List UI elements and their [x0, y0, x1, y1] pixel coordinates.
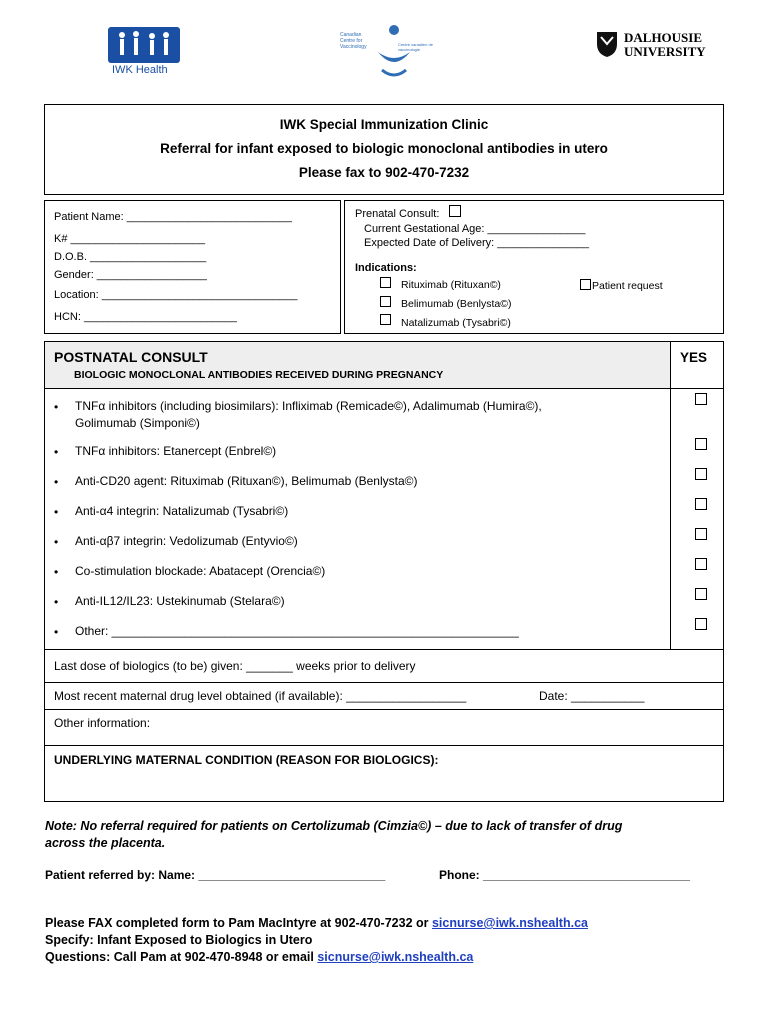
gender-field[interactable]: Gender: __________________ [54, 269, 207, 281]
cvc-logo [340, 22, 435, 82]
email-link-2[interactable]: sicnurse@iwk.nshealth.ca [317, 950, 474, 964]
etanercept-checkbox[interactable] [695, 438, 707, 450]
indications-label: Indications: [355, 262, 417, 274]
patient-request-label: Patient request [592, 280, 663, 292]
med-item-tnf: TNFα inhibitors (including biosimilars): Infliximab (Remicade©), Adalimumab (Humira©), [75, 399, 542, 413]
iwk-logo-mark [108, 27, 180, 63]
location-field[interactable]: Location: ________________________________ [54, 289, 298, 301]
questions-line [45, 950, 473, 964]
email-link-1[interactable]: sicnurse@iwk.nshealth.ca [431, 916, 588, 930]
dalhousie-logo [596, 30, 721, 62]
med-item-anti-ab7: Anti-αβ7 integrin: Vedolizumab (Entyvio©) [75, 534, 298, 548]
anti-cd20-checkbox[interactable] [695, 468, 707, 480]
costimulation-checkbox[interactable] [695, 558, 707, 570]
bullet: • [54, 595, 59, 609]
iwk-logo-text: IWK Health [112, 64, 168, 76]
yes-header-cell [670, 341, 724, 389]
fax-line: Please fax to 902-470-7232 [298, 165, 470, 180]
natalizumab-checkbox[interactable] [380, 314, 391, 325]
med-item-tnf-cont: Golimumab (Simponi©) [75, 416, 200, 430]
specify-line: Specify: Infant Exposed to Biologics in Utero [45, 933, 313, 947]
bullet: • [54, 505, 59, 519]
people-icon [108, 27, 180, 63]
anti-ab7-checkbox[interactable] [695, 528, 707, 540]
anti-a4-checkbox[interactable] [695, 498, 707, 510]
postnatal-title: POSTNATAL CONSULT [54, 349, 208, 365]
prenatal-consult-label: Prenatal Consult: [355, 208, 440, 220]
referred-by-phone-field[interactable]: Phone: _______________________________ [439, 868, 690, 882]
hcn-field[interactable]: HCN: _________________________ [54, 311, 237, 323]
bullet: • [54, 445, 59, 459]
k-number-field[interactable]: K# ______________________ [54, 233, 206, 245]
natalizumab-label: Natalizumab (Tysabri©) [401, 317, 511, 329]
belimumab-checkbox[interactable] [380, 296, 391, 307]
drug-level-date-field[interactable]: Date: ___________ [539, 689, 645, 703]
bullet: • [54, 565, 59, 579]
dalhousie-line2: UNIVERSITY [624, 44, 706, 59]
referred-by-name-field[interactable]: Patient referred by: Name: ____________________________ [45, 868, 386, 882]
iwk-logo [108, 27, 180, 77]
questions-text: Questions: Call Pam at 902-470-8948 or email [45, 950, 314, 964]
yes-column-cell [670, 388, 724, 650]
bullet: • [54, 475, 59, 489]
delivery-date-field[interactable]: Expected Date of Delivery: _______________ [364, 237, 590, 249]
med-item-etanercept: TNFα inhibitors: Etanercept (Enbrel©) [75, 444, 277, 458]
other-checkbox[interactable] [695, 618, 707, 630]
cvc-logo-subtext: Centre canadien de vaccinologie [398, 42, 433, 52]
page-subtitle: Referral for infant exposed to biologic monoclonal antibodies in utero [160, 141, 608, 156]
fax-instructions [45, 916, 588, 930]
bullet: • [54, 535, 59, 549]
rituximab-label: Rituximab (Rituxan©) [401, 279, 501, 291]
note-line2: across the placenta. [45, 836, 166, 850]
tnf-checkbox[interactable] [695, 393, 707, 405]
underlying-condition-field[interactable]: UNDERLYING MATERNAL CONDITION (REASON FOR BIOLOGICS): [54, 753, 439, 767]
med-item-anti-il12: Anti-IL12/IL23: Ustekinumab (Stelara©) [75, 594, 285, 608]
med-item-other[interactable]: Other: _____________________________________________________________ [75, 624, 519, 638]
other-info-field[interactable]: Other information: [54, 716, 151, 730]
last-dose-field[interactable]: Last dose of biologics (to be) given: _______ weeks prior to delivery [54, 659, 416, 673]
fax-instructions-text: Please FAX completed form to Pam MacIntyre at 902-470-7232 or [45, 916, 429, 930]
med-item-anti-cd20: Anti-CD20 agent: Rituximab (Rituxan©), Belimumab (Benlysta©) [75, 474, 418, 488]
bullet: • [54, 400, 59, 414]
prenatal-consult-checkbox[interactable] [449, 205, 461, 217]
page-title: IWK Special Immunization Clinic [279, 117, 489, 132]
bullet: • [54, 625, 59, 639]
patient-name-field[interactable]: Patient Name: ___________________________ [54, 211, 292, 223]
patient-request-checkbox[interactable] [580, 279, 591, 290]
anti-il12-checkbox[interactable] [695, 588, 707, 600]
postnatal-subtitle: BIOLOGIC MONOCLONAL ANTIBODIES RECEIVED DURING PREGNANCY [74, 369, 444, 381]
belimumab-label: Belimumab (Benlysta©) [401, 298, 512, 310]
cvc-logo-text: Canadian Centre for Vaccinology [340, 32, 367, 50]
note-line1: Note: No referral required for patients on Certolizumab (Cimzia©) – due to lack of transfer of drug [45, 819, 623, 833]
med-item-anti-a4: Anti-α4 integrin: Natalizumab (Tysabri©) [75, 504, 289, 518]
rituximab-checkbox[interactable] [380, 277, 391, 288]
dalhousie-line1: DALHOUSIE [624, 30, 703, 45]
drug-level-field[interactable]: Most recent maternal drug level obtained (if available): __________________ [54, 689, 467, 703]
yes-header: YES [680, 350, 708, 365]
gestational-age-field[interactable]: Current Gestational Age: ________________ [364, 223, 586, 235]
shield-icon [596, 30, 618, 58]
med-item-costimulation: Co-stimulation blockade: Abatacept (Orencia©) [75, 564, 326, 578]
dob-field[interactable]: D.O.B. ___________________ [54, 251, 207, 263]
